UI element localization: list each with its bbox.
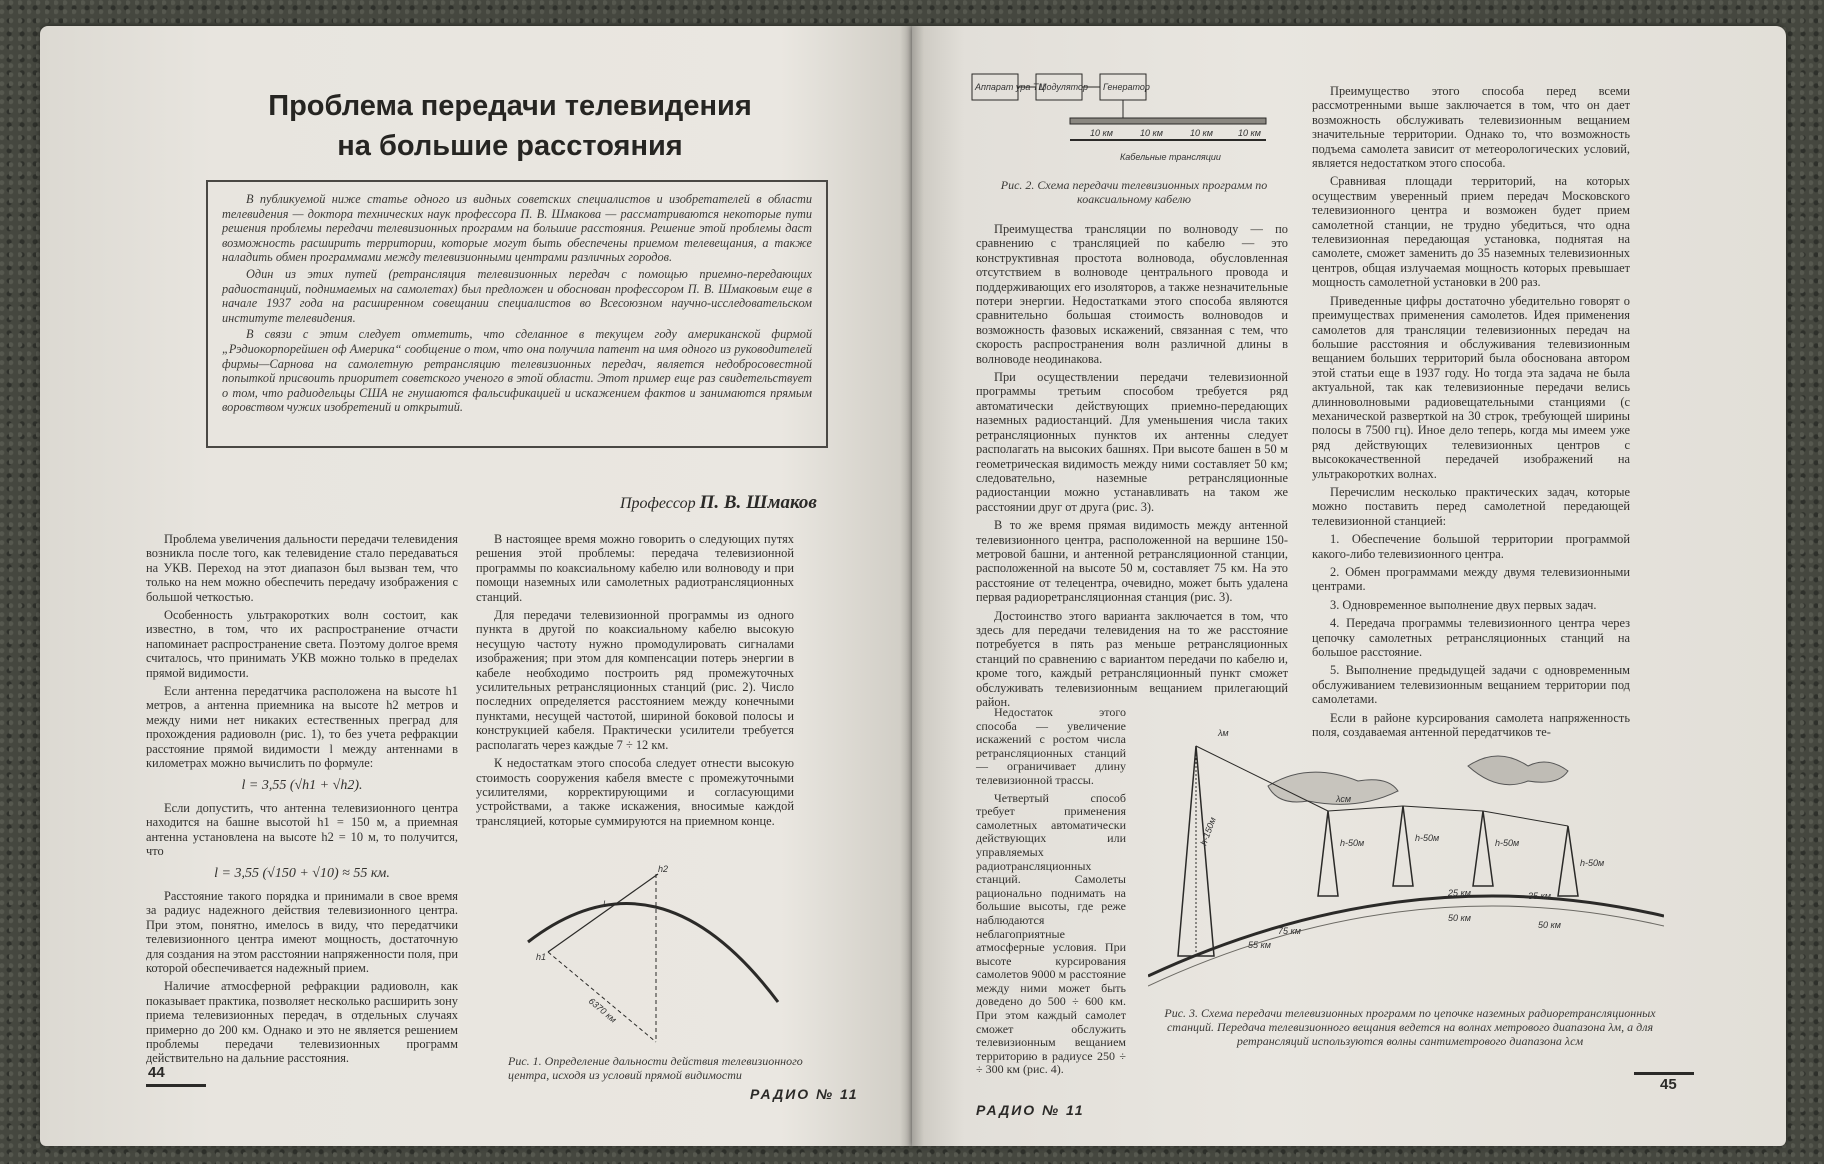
cloud (1268, 772, 1398, 804)
label-distance: 25 км (1448, 888, 1471, 898)
list-item: 3. Одновременное выполнение двух первых задач. (1330, 597, 1597, 612)
formula-1: l = 3,55 (√h1 + √h2). (241, 777, 363, 793)
magazine-footer: РАДИО № 11 (750, 1086, 859, 1102)
paragraph: Сравнивая площади территорий, на которых осуществим уверенный прием передач Московского телевизионного центра и возможен будет прием самолетной станции, не трудно убедиться, что одна телевизионная передающая установка, поднятая на самолете, сможет заменить до 35 наземных телевизионных центров, общая излучаемая мощность которых превышает мощность самолетной установки в 200 раз. (1312, 174, 1630, 290)
title-line-1: Проблема передачи телевидения (268, 90, 752, 122)
left-page (40, 26, 912, 1146)
list-item: 4. Передача программы телевизионного центра через цепочку самолетных ретрансляционных станций на большое расстояние. (1312, 616, 1630, 660)
label-distance: 55 км (1248, 940, 1271, 950)
label-lambda-cm: λсм (1336, 794, 1352, 804)
right-column-1-narrow (976, 706, 1126, 1081)
box-label: Аппарат ура ТЦ (975, 82, 1045, 92)
magazine-footer: РАДИО № 11 (976, 1102, 1085, 1118)
radius-line (548, 952, 656, 1042)
right-column-2 (1312, 84, 1630, 743)
list-item: 1. Обеспечение большой территории программой какого-либо телевизионного центра. (1312, 532, 1630, 561)
label-h2: h2 (658, 864, 669, 874)
author-prefix: Профессор (620, 495, 696, 512)
paragraph: Четвертый способ требует применения самолетных автоматически действующих или управляемых радиотрансляционных станций. Самолеты рационально поднимать на большие высоты, где реже наблюдаются неблагоприятные атмосферные условия. При высоте курсирования самолетов 9000 м расстояние между ними может быть доведено до 500 ÷ 600 км. При этом каждый самолет сможет обслужить телевизионным вещанием территорию в радиусе 250 ÷ ÷ 300 км (рис. 4). (976, 790, 1126, 1077)
paragraph: При осуществлении передачи телевизионной программы третьим способом требуется ряд автоматически действующих приемно-передающих наземных радиостанций. Для уменьшения числа таких ретрансляционных пунктов их антенны следует располагать на высоких башнях. При высоте башен в 50 м геометрическая видимость между ними составляет 50 км; следовательно, наземные ретрансляционные радиостанции можно устанавливать на таком же расстоянии друг от друга (рис. 3). (976, 370, 1288, 514)
intro-box (206, 180, 828, 448)
label-distance: 50 км (1448, 913, 1471, 923)
list-item: 2. Обмен программами между двумя телевизионными центрами. (1312, 565, 1630, 594)
paragraph: Для передачи телевизионной программы из одного пункта в другой по коаксиальному кабелю высокую несущую частоту нужно промодулировать сигналами изображения; при этом для компенсации потерь энергии в кабеле необходимо построить ряд промежуточных усилительных ретрансляционных станций (рис. 2). Число последних определяется расстоянием между конечными пунктами, несущей частотой, шириной боковой полосы и конструкцией кабеля. Практически усилители требуется располагать через каждые 7 ÷ 12 км. (476, 608, 794, 752)
label-tower: h-50м (1340, 838, 1365, 848)
author-byline (620, 492, 817, 514)
relay-tower (1393, 806, 1413, 886)
beam (1403, 806, 1483, 811)
earth-surface (1148, 896, 1664, 976)
label-tower: h-50м (1415, 833, 1440, 843)
paragraph: Расстояние такого порядка и принимали в свое время за радиус надежного действия телевизионного центра. При этом, понятно, имелось в виду, что передатчики телевизионного центра имеют мощность, достаточную для создания на этом расстоянии напряженности поля, при которой обеспечивается надежный прием. (146, 888, 458, 975)
label-main-tower: h-150м (1198, 815, 1218, 847)
paragraph: В настоящее время можно говорить о следующих путях решения этой проблемы: передача телевизионной программы по коаксиальному кабелю или волноводу и при помощи наземных или самолетных радиотрансляционных станций. (476, 532, 794, 604)
figure-1-caption: Рис. 1. Определение дальности действия телевизионного центра, исходя из условий прямой видимости (508, 1054, 803, 1082)
left-column-1 (146, 532, 458, 1070)
label-radius: 6370 км (586, 995, 619, 1025)
relay-tower (1558, 826, 1578, 896)
paragraph: К недостаткам этого способа следует отнести высокую стоимость сооружения кабеля вместе с промежуточными усилителями, корректирующими и согласующими устройствами, а также искажения, вносимые каждой трансляцией, которые суммируются на приемном конце. (476, 756, 794, 828)
segment-label: 10 км (1238, 128, 1261, 138)
paragraph: Если антенна передатчика расположена на высоте h1 метров, а антенна приемника на высоте h2 метров и между ними нет никаких естественных преград для прохождения радиоволн (рис. 1), то без учета рефракции расстояние прямой видимости l между антеннами в километрах можно вычислить по формуле: (146, 684, 458, 771)
label-distance: 75 км (1278, 926, 1301, 936)
list-item: 5. Выполнение предыдущей задачи с одновременным обслуживанием телевизионным вещанием территории под самолетами. (1312, 663, 1630, 707)
figure-3-caption: Рис. 3. Схема передачи телевизионных программ по цепочке наземных радиоретрансляционных станций. Передача телевизионного вещания ведется на волнах метрового диапазона λм, а для ретрансляций используются волны сантиметрового диапазона λсм (1164, 1006, 1656, 1048)
paragraph: В то же время прямая видимость между антенной телевизионного центра, расположенной на вершине 150-метровой башни, и антенной ретрансляционной станции, расположенной на высоте 50 м, составляет 75 км. На это расстояние от телецентра, очевидно, может быть удалена первая радиоретрансляционная станция (рис. 3). (976, 518, 1288, 605)
page-rule (146, 1084, 206, 1087)
line-of-sight (548, 874, 658, 952)
beam (1328, 806, 1403, 811)
intro-paragraph: Один из этих путей (ретрансляция телевизионных передач с помощью приемно-передающих радиостанций, поднимаемых на самолетах) был предложен и обоснован профессором П. В. Шмаковым еще в начале 1937 года на расширенном совещании специалистов во Всесоюзном научно-исследовательском институте телевидения. (222, 266, 812, 325)
cable-note: Кабельные трансляции (1120, 152, 1221, 162)
paragraph: Достоинство этого варианта заключается в том, что здесь для передачи телевидения на то же расстояние потребуется в пять раз меньше ретрансляционных станций по сравнению с вариантом передачи по кабелю и, кроме того, каждый ретрансляционный пункт сможет обслуживать телевизионным вещанием прилегающий район. (976, 608, 1288, 709)
segment-label: 10 км (1190, 128, 1213, 138)
page-rule (1634, 1072, 1694, 1075)
segment-label: 10 км (1090, 128, 1113, 138)
article-title (230, 86, 790, 166)
right-column-1 (976, 222, 1288, 713)
cloud (1468, 756, 1568, 785)
paragraph: Проблема увеличения дальности передачи телевидения возникла после того, как телевидение стало передаваться на УКВ. Переход на этот диапазон был вызван тем, что только на нем можно обеспечить передачу изображения с большой четкостью. (146, 532, 458, 604)
box-label: Генератор (1103, 82, 1150, 92)
page-number: 44 (148, 1064, 165, 1081)
paragraph: Приведенные цифры достаточно убедительно говорят о преимуществах применения самолетов. Идея применения самолетов для трансляции телевизионных передач на большие расстояния и обслуживания телевизионным вещанием больших территорий была обоснована автором этой статьи еще в 1937 году. Но тогда эта задача не была актуальной, так как телевизионные передачи велись длинноволновыми радиовещательными станциями (с механической разверткой на 30 строк, требующей ширины полосы в 7500 гц). Иное дело теперь, когда мы имеем уже ряд действующих телевизионных центров с высококачественной передачей изображений на ультракоротких волнах. (1312, 293, 1630, 481)
book-gutter (900, 26, 924, 1146)
paragraph: Преимущество этого способа перед всеми рассмотренными выше заключается в том, что он дает возможность обслуживать телевизионным вещанием значительные территории. Однако то, что возможность подъема самолета зависит от метеорологических условий, является недостатком этого способа. (1312, 84, 1630, 171)
figure-3-diagram (1148, 716, 1664, 1002)
segment-label: 10 км (1140, 128, 1163, 138)
label-lambda-m: λм (1218, 728, 1229, 738)
label-tower: h-50м (1580, 858, 1605, 868)
intro-paragraph: В связи с этим следует отметить, что сделанное в текущем году американской фирмой „Рэдиокорпорейшен оф Америка“ сообщение о том, что она получила патент на имя одного из руководителей фирмы—Сарнова на самолетную ретрансляцию телевизионных передач, является недобросовестной попыткой присвоить приоритет советского ученого в этой области. Этот пример еще раз свидетельствует о том, что радиодельцы США не гнушаются фальсификацией и искажением фактов и занимаются прямым воровством чужих изобретений и открытий. (222, 327, 812, 415)
intro-paragraph: В публикуемой ниже статье одного из видных советских специалистов и изобретателей в области телевидения — доктора технических наук профессора П. В. Шмакова — рассматриваются некоторые пути решения проблемы передачи телевизионных программ на большие расстояния. Решение этой проблемы даст возможность расширить территории, которые могут быть обеспечены приемом телевещания, а также наладить обмен программами между телевизионными центрами различных городов. (222, 192, 812, 265)
paragraph: Если в районе курсирования самолета напряженность поля, создаваемая антенной передатчиков те- (1312, 710, 1630, 740)
title-line-2: на большие расстояния (337, 130, 683, 162)
paragraph: Перечислим несколько практических задач, которые можно поставить перед самолетной передающей телевизионной станцией: (1312, 484, 1630, 528)
page-number: 45 (1660, 1076, 1677, 1093)
paragraph: Особенность ультракоротких волн состоит, как известно, в том, что их распространение отчасти напоминает распространение света. Поэтому долгое время считалось, что принимать УКВ можно только в пределах прямой видимости. (146, 608, 458, 680)
paragraph: Недостаток этого способа — увеличение искажений с ростом числа ретрансляционных станций — ограничивает длину телевизионной трассы. (976, 705, 1126, 787)
paragraph: Преимущества трансляции по волноводу — по сравнению с трансляцией по кабелю — это конструктивная простота волновода, обусловленная отсутствием в волноводе центрального провода и поддерживающих его изоляторов, а также незначительные потери энергии. Недостатками этого способа являются сравнительно большая стоимость волноводов и возможность фазовых искажений, связанная с тем, что скорость распространения волн различной длины в волноводе неодинакова. (976, 222, 1288, 366)
paragraph: Если допустить, что антенна телевизионного центра находится на башне высотой h1 = 150 м, а приемная антенна установлена на высоте h2 = 10 м, то получится, что (146, 800, 458, 859)
figure-2-caption: Рис. 2. Схема передачи телевизионных программ по коаксиальному кабелю (1000, 178, 1268, 206)
ground-strip (1070, 118, 1266, 124)
earth-shading (1148, 906, 1664, 986)
label-distance: 50 км (1538, 920, 1561, 930)
label-h1: h1 (536, 952, 547, 962)
left-column-2 (476, 532, 794, 832)
box-label: Модулятор (1039, 82, 1089, 92)
right-page (912, 26, 1786, 1146)
label-distance: 35 км (1528, 891, 1551, 901)
label-l: l (603, 899, 605, 909)
figure-1-diagram (508, 862, 798, 1052)
earth-arc (528, 904, 778, 1002)
label-tower: h-50м (1495, 838, 1520, 848)
paragraph: Наличие атмосферной рефракции радиоволн, как показывает практика, позволяет несколько расширить зону приема телевизионных передач, в отдельных случаях примерно до 200 км. Однако и это не является решением проблемы передачи телевизионных программ действительно на дальние расстояния. (146, 979, 458, 1066)
beam (1483, 811, 1568, 826)
author-name: П. В. Шмаков (699, 492, 817, 513)
relay-tower (1318, 811, 1338, 896)
figure-2-diagram (970, 70, 1270, 174)
formula-2: l = 3,55 (√150 + √10) ≈ 55 км. (214, 865, 390, 881)
relay-tower (1473, 811, 1493, 886)
